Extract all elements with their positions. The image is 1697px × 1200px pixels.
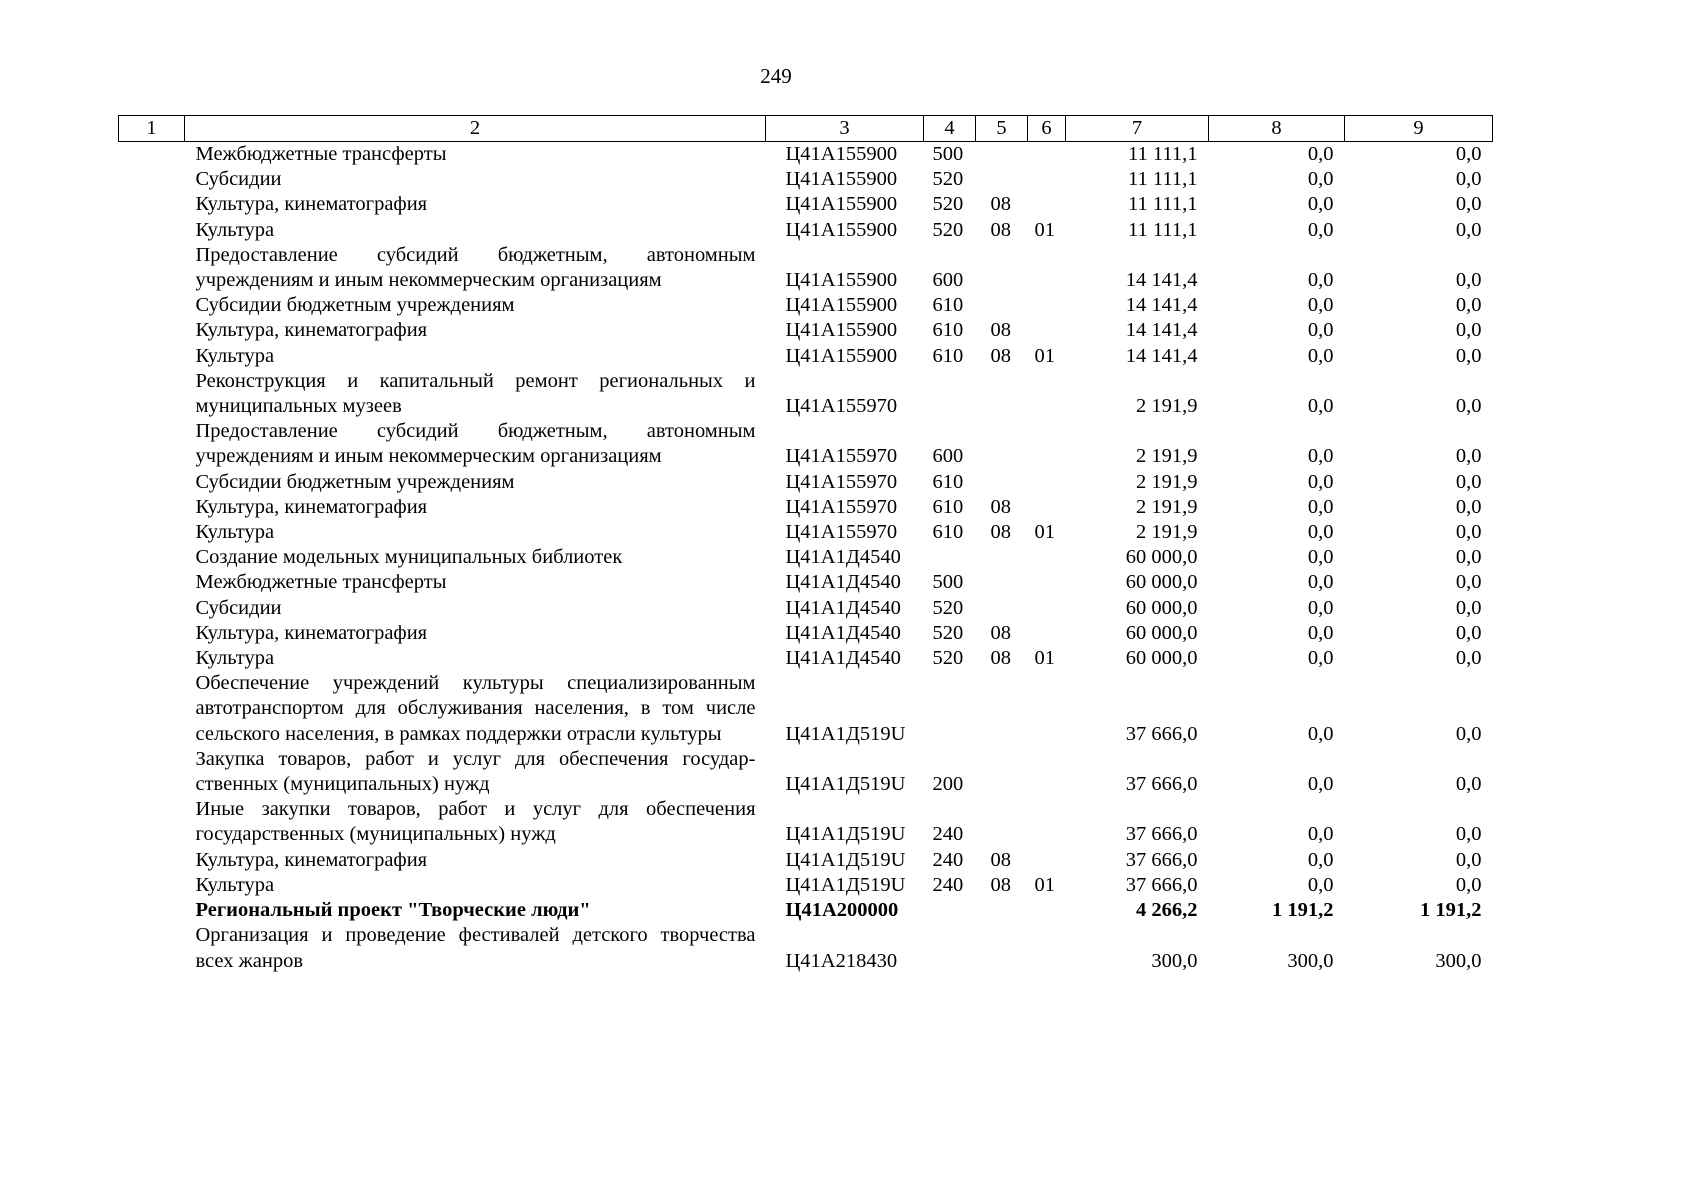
table-row <box>119 495 1493 520</box>
row-col-5 <box>976 671 1028 747</box>
row-value-7: 2 191,9 <box>1136 445 1198 468</box>
row-col-5 <box>976 167 1028 192</box>
row-col-5: 08 <box>990 621 1011 644</box>
row-name: Культура <box>195 521 275 544</box>
row-col-4: 240 <box>932 823 964 846</box>
table-row <box>119 596 1493 621</box>
row-value-7: 2 191,9 <box>1136 395 1198 418</box>
row-code: Ц41А155900 <box>785 218 898 241</box>
table-row <box>119 167 1493 192</box>
page-number: 249 <box>760 64 792 88</box>
row-col-5: 08 <box>990 848 1011 871</box>
row-name: Межбюджетные трансферты <box>195 143 447 165</box>
row-code: Ц41А1Д4540 <box>785 546 901 569</box>
row-col-5 <box>976 898 1028 923</box>
row-col-1 <box>119 419 185 469</box>
row-value-9: 0,0 <box>1455 218 1482 241</box>
row-name: Культура, кинематография <box>195 193 428 216</box>
row-code: Ц41А200000 <box>785 899 899 922</box>
header-row <box>119 116 1493 142</box>
row-value-8: 0,0 <box>1307 445 1334 468</box>
row-code: Ц41А1Д519U <box>785 848 906 871</box>
row-col-5: 08 <box>990 521 1011 544</box>
row-name: Культура <box>195 218 275 241</box>
table-body <box>119 142 1493 974</box>
row-col-4: 610 <box>932 294 964 317</box>
row-code: Ц41А155970 <box>785 495 898 518</box>
row-col-1 <box>119 797 185 847</box>
row-code: Ц41А155900 <box>785 193 898 216</box>
row-col-1 <box>119 646 185 671</box>
row-col-4: 520 <box>932 218 964 241</box>
row-value-9: 0,0 <box>1455 319 1482 342</box>
row-value-8: 0,0 <box>1307 848 1334 871</box>
row-col-6 <box>1028 243 1066 293</box>
row-col-6: 01 <box>1034 521 1055 544</box>
row-col-4: 500 <box>932 143 964 165</box>
row-code: Ц41А155970 <box>785 470 898 493</box>
table-row <box>119 797 1493 847</box>
row-col-1 <box>119 520 185 545</box>
row-value-7: 2 191,9 <box>1136 470 1198 493</box>
row-col-6 <box>1028 142 1066 168</box>
row-col-1 <box>119 243 185 293</box>
row-value-7: 14 141,4 <box>1125 319 1198 342</box>
row-col-5 <box>976 545 1028 570</box>
row-col-4: 600 <box>932 269 964 292</box>
row-name: Культура, кинематография <box>195 621 428 644</box>
row-col-1 <box>119 142 185 168</box>
row-col-1 <box>119 192 185 217</box>
row-value-8: 0,0 <box>1307 571 1334 594</box>
row-col-5 <box>976 142 1028 168</box>
table-header <box>119 116 1493 142</box>
row-col-4: 610 <box>932 344 964 367</box>
row-name: Культура <box>195 344 275 367</box>
row-code: Ц41А155970 <box>785 395 898 418</box>
row-name: Предоставление субсидий бюджетным, автономным учреждениям и иным некоммерческим организациям <box>195 420 756 468</box>
row-value-9: 0,0 <box>1455 621 1482 644</box>
table-row <box>119 873 1493 898</box>
row-col-6 <box>1028 923 1066 973</box>
row-col-6 <box>1028 495 1066 520</box>
row-col-1 <box>119 848 185 873</box>
row-col-5 <box>976 596 1028 621</box>
row-col-6 <box>1028 596 1066 621</box>
row-col-5: 08 <box>990 319 1011 342</box>
row-code: Ц41А1Д519U <box>785 773 906 796</box>
row-value-7: 11 111,1 <box>1128 143 1198 165</box>
row-value-7: 37 666,0 <box>1125 873 1198 896</box>
row-value-8: 0,0 <box>1307 319 1334 342</box>
row-value-7: 37 666,0 <box>1125 823 1198 846</box>
row-col-5 <box>976 419 1028 469</box>
row-col-5: 08 <box>990 193 1011 216</box>
row-col-4 <box>924 545 976 570</box>
row-col-1 <box>119 923 185 973</box>
row-value-9: 0,0 <box>1455 193 1482 216</box>
row-name: Реконструкция и капитальный ремонт региональных и муниципальных музеев <box>195 369 756 418</box>
table-row <box>119 344 1493 369</box>
row-col-1 <box>119 545 185 570</box>
row-value-8: 0,0 <box>1307 294 1334 317</box>
row-value-8: 0,0 <box>1307 143 1334 165</box>
row-col-4 <box>924 898 976 923</box>
table-row <box>119 318 1493 343</box>
row-name: Культура <box>195 647 275 670</box>
row-col-1 <box>119 369 185 419</box>
row-value-9: 0,0 <box>1455 647 1482 670</box>
row-col-1 <box>119 898 185 923</box>
table-row <box>119 898 1493 923</box>
row-value-9: 1 191,2 <box>1420 899 1482 922</box>
row-value-9: 0,0 <box>1455 344 1482 367</box>
row-value-8: 0,0 <box>1307 873 1334 896</box>
table-row <box>119 470 1493 495</box>
header-col-4: 4 <box>924 116 976 142</box>
header-col-2: 2 <box>185 116 766 142</box>
table-row <box>119 621 1493 646</box>
row-col-4: 520 <box>932 596 964 619</box>
row-col-5 <box>976 797 1028 847</box>
row-value-9: 0,0 <box>1455 445 1482 468</box>
row-col-5: 08 <box>990 647 1011 670</box>
row-col-5 <box>976 293 1028 318</box>
row-col-6: 01 <box>1034 647 1055 670</box>
row-value-9: 0,0 <box>1455 848 1482 871</box>
row-col-6 <box>1028 797 1066 847</box>
row-col-6 <box>1028 192 1066 217</box>
header-col-6: 6 <box>1028 116 1066 142</box>
row-code: Ц41А1Д519U <box>785 722 906 745</box>
row-name: Обеспечение учреждений культуры специализированным автотранспортом для обслуживания населения, в том числе сельского населения, в рамках поддержки отрасли культуры <box>195 672 756 745</box>
header-col-3: 3 <box>766 116 924 142</box>
row-value-8: 0,0 <box>1307 193 1334 216</box>
row-code: Ц41А1Д4540 <box>785 621 901 644</box>
row-value-9: 0,0 <box>1455 269 1482 292</box>
row-col-6 <box>1028 167 1066 192</box>
row-col-5 <box>976 369 1028 419</box>
row-code: Ц41А155900 <box>785 294 898 317</box>
row-col-1 <box>119 671 185 747</box>
header-col-1: 1 <box>119 116 185 142</box>
row-name: Создание модельных муниципальных библиотек <box>195 546 623 569</box>
row-col-4 <box>924 369 976 419</box>
row-value-9: 0,0 <box>1455 873 1482 896</box>
row-col-6: 01 <box>1034 218 1055 241</box>
row-value-7: 2 191,9 <box>1136 495 1198 518</box>
row-name: Субсидии <box>195 596 282 619</box>
row-code: Ц41А155900 <box>785 143 898 165</box>
row-value-7: 37 666,0 <box>1125 848 1198 871</box>
row-value-8: 0,0 <box>1307 823 1334 846</box>
row-value-8: 0,0 <box>1307 495 1334 518</box>
row-value-9: 0,0 <box>1455 596 1482 619</box>
row-code: Ц41А155970 <box>785 521 898 544</box>
row-col-6 <box>1028 570 1066 595</box>
row-code: Ц41А155900 <box>785 319 898 342</box>
row-col-4: 610 <box>932 521 964 544</box>
row-name: Субсидии бюджетным учреждениям <box>195 294 515 317</box>
row-value-8: 0,0 <box>1307 269 1334 292</box>
row-value-7: 60 000,0 <box>1125 546 1198 569</box>
table-row <box>119 570 1493 595</box>
header-col-8: 8 <box>1209 116 1345 142</box>
row-col-6 <box>1028 369 1066 419</box>
table-row <box>119 218 1493 243</box>
row-code: Ц41А155900 <box>785 168 898 191</box>
row-value-9: 0,0 <box>1455 571 1482 594</box>
row-value-7: 11 111,1 <box>1128 193 1198 216</box>
row-value-9: 0,0 <box>1455 773 1482 796</box>
row-col-6 <box>1028 318 1066 343</box>
table-row <box>119 243 1493 293</box>
row-code: Ц41А155900 <box>785 344 898 367</box>
row-col-5 <box>976 243 1028 293</box>
row-name: Закупка товаров, работ и услуг для обеспечения государственных (муниципальных) нужд <box>195 747 756 796</box>
row-value-8: 0,0 <box>1307 470 1334 493</box>
row-value-7: 60 000,0 <box>1125 621 1198 644</box>
row-col-4: 520 <box>932 647 964 670</box>
row-value-8: 0,0 <box>1307 344 1334 367</box>
row-col-6 <box>1028 898 1066 923</box>
row-name: Организация и проведение фестивалей детского творчества всех жанров <box>195 924 756 972</box>
header-col-5: 5 <box>976 116 1028 142</box>
row-col-5 <box>976 570 1028 595</box>
row-col-6 <box>1028 747 1066 797</box>
row-name: Культура, кинематография <box>195 848 428 871</box>
row-value-8: 0,0 <box>1307 773 1334 796</box>
row-value-7: 11 111,1 <box>1128 218 1198 241</box>
row-col-4: 200 <box>932 773 964 796</box>
row-value-7: 14 141,4 <box>1125 344 1198 367</box>
row-value-7: 37 666,0 <box>1125 773 1198 796</box>
row-value-8: 0,0 <box>1307 521 1334 544</box>
row-col-6 <box>1028 848 1066 873</box>
row-value-8: 0,0 <box>1307 218 1334 241</box>
row-code: Ц41А155970 <box>785 445 898 468</box>
row-col-4: 520 <box>932 168 964 191</box>
row-value-8: 0,0 <box>1307 621 1334 644</box>
budget-table <box>118 115 1493 974</box>
row-col-1 <box>119 747 185 797</box>
row-value-7: 60 000,0 <box>1125 596 1198 619</box>
row-value-9: 0,0 <box>1455 546 1482 569</box>
row-col-4: 610 <box>932 470 964 493</box>
row-value-7: 11 111,1 <box>1128 168 1198 191</box>
table-row <box>119 646 1493 671</box>
row-col-1 <box>119 873 185 898</box>
row-col-1 <box>119 344 185 369</box>
row-col-1 <box>119 495 185 520</box>
row-value-9: 0,0 <box>1455 823 1482 846</box>
table-row <box>119 293 1493 318</box>
row-value-7: 60 000,0 <box>1125 647 1198 670</box>
row-value-8: 0,0 <box>1307 722 1334 745</box>
row-col-4: 500 <box>932 571 964 594</box>
row-value-8: 0,0 <box>1307 546 1334 569</box>
table-row <box>119 520 1493 545</box>
row-col-6: 01 <box>1034 873 1055 896</box>
row-name: Региональный проект "Творческие люди" <box>195 899 591 922</box>
table-row <box>119 192 1493 217</box>
table-row <box>119 369 1493 419</box>
row-name: Культура <box>195 873 275 896</box>
row-code: Ц41А1Д4540 <box>785 647 901 670</box>
header-col-7: 7 <box>1066 116 1209 142</box>
row-col-1 <box>119 470 185 495</box>
row-col-6: 01 <box>1034 344 1055 367</box>
row-value-9: 0,0 <box>1455 722 1482 745</box>
row-col-4: 520 <box>932 621 964 644</box>
header-col-9: 9 <box>1345 116 1493 142</box>
row-value-7: 14 141,4 <box>1125 294 1198 317</box>
row-code: Ц41А155900 <box>785 269 898 292</box>
row-col-5 <box>976 470 1028 495</box>
row-code: Ц41А1Д4540 <box>785 571 901 594</box>
row-col-1 <box>119 318 185 343</box>
row-col-4: 600 <box>932 445 964 468</box>
row-value-9: 0,0 <box>1455 470 1482 493</box>
row-value-7: 60 000,0 <box>1125 571 1198 594</box>
row-value-7: 37 666,0 <box>1125 722 1198 745</box>
row-value-9: 0,0 <box>1455 395 1482 418</box>
row-col-1 <box>119 570 185 595</box>
row-name: Субсидии бюджетным учреждениям <box>195 470 515 493</box>
row-col-1 <box>119 218 185 243</box>
row-name: Иные закупки товаров, работ и услуг для обеспечения государственных (муниципальных) нужд <box>195 798 756 846</box>
table-row <box>119 545 1493 570</box>
row-col-1 <box>119 167 185 192</box>
table-row <box>119 923 1493 973</box>
row-col-1 <box>119 596 185 621</box>
row-col-1 <box>119 293 185 318</box>
row-col-6 <box>1028 545 1066 570</box>
row-name: Субсидии <box>195 168 282 191</box>
row-value-9: 300,0 <box>1435 949 1482 972</box>
row-value-8: 0,0 <box>1307 596 1334 619</box>
row-value-7: 14 141,4 <box>1125 269 1198 292</box>
row-value-7: 2 191,9 <box>1136 521 1198 544</box>
row-col-4: 240 <box>932 873 964 896</box>
row-name: Культура, кинематография <box>195 319 428 342</box>
row-col-4: 610 <box>932 495 964 518</box>
table-row <box>119 671 1493 747</box>
row-col-4: 240 <box>932 848 964 871</box>
row-name: Культура, кинематография <box>195 495 428 518</box>
row-value-8: 1 191,2 <box>1272 899 1334 922</box>
row-name: Межбюджетные трансферты <box>195 571 447 594</box>
row-value-9: 0,0 <box>1455 168 1482 191</box>
row-col-5: 08 <box>990 495 1011 518</box>
row-value-8: 300,0 <box>1287 949 1334 972</box>
row-col-6 <box>1028 470 1066 495</box>
row-value-7: 4 266,2 <box>1136 899 1198 922</box>
row-value-9: 0,0 <box>1455 495 1482 518</box>
row-code: Ц41А1Д4540 <box>785 596 901 619</box>
row-col-1 <box>119 621 185 646</box>
row-col-5 <box>976 747 1028 797</box>
row-code: Ц41А1Д519U <box>785 873 906 896</box>
row-col-4: 610 <box>932 319 964 342</box>
row-col-6 <box>1028 293 1066 318</box>
row-value-8: 0,0 <box>1307 168 1334 191</box>
row-code: Ц41А1Д519U <box>785 823 906 846</box>
row-col-5: 08 <box>990 218 1011 241</box>
row-col-6 <box>1028 671 1066 747</box>
row-value-8: 0,0 <box>1307 395 1334 418</box>
table-row <box>119 848 1493 873</box>
row-col-5: 08 <box>990 344 1011 367</box>
row-value-8: 0,0 <box>1307 647 1334 670</box>
row-code: Ц41А218430 <box>785 949 898 972</box>
row-col-4 <box>924 923 976 973</box>
row-col-6 <box>1028 621 1066 646</box>
row-col-5: 08 <box>990 873 1011 896</box>
row-col-5 <box>976 923 1028 973</box>
row-value-9: 0,0 <box>1455 294 1482 317</box>
row-col-4 <box>924 671 976 747</box>
row-col-4: 520 <box>932 193 964 216</box>
row-col-6 <box>1028 419 1066 469</box>
table-row <box>119 747 1493 797</box>
row-value-9: 0,0 <box>1455 521 1482 544</box>
table-row <box>119 142 1493 168</box>
row-value-7: 300,0 <box>1151 949 1198 972</box>
table-row <box>119 419 1493 469</box>
row-value-9: 0,0 <box>1455 143 1482 165</box>
row-name: Предоставление субсидий бюджетным, автономным учреждениям и иным некоммерческим организациям <box>195 243 756 292</box>
